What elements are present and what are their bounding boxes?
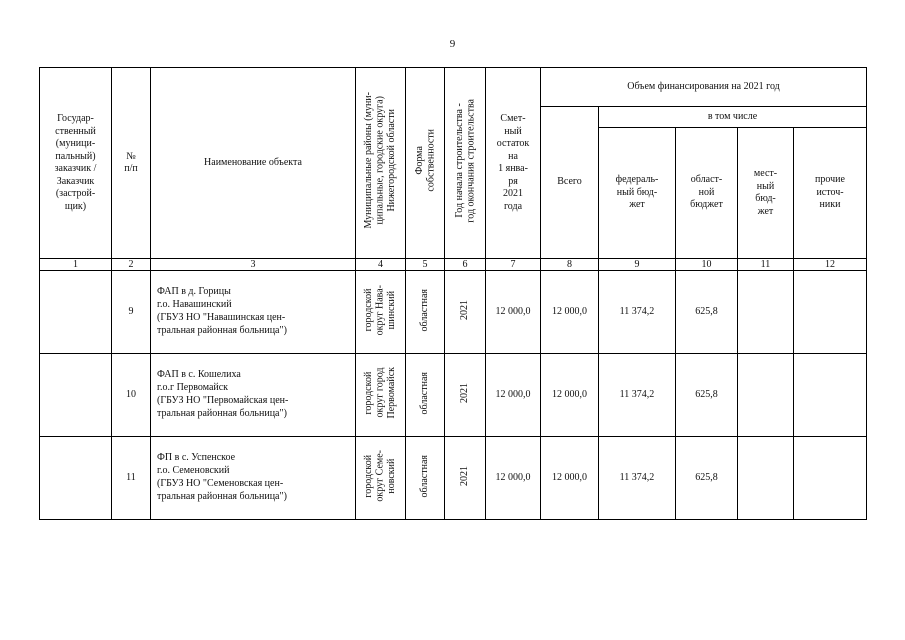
cell-number: 10 — [112, 354, 151, 437]
cell-number: 9 — [112, 271, 151, 354]
column-number: 3 — [151, 259, 356, 271]
cell-object-name: ФАП в с. Кошелиха г.о.г Первомайск (ГБУЗ НО "Первомайская цен- тральная районная больница") — [151, 354, 356, 437]
cell-object-name: ФП в с. Успенское г.о. Семеновский (ГБУЗ НО "Семеновская цен- тральная районная больница") — [151, 437, 356, 520]
cell-other-sources — [794, 271, 867, 354]
cell-number: 11 — [112, 437, 151, 520]
cell-local-budget — [738, 437, 794, 520]
table-row — [40, 354, 867, 437]
column-number: 9 — [599, 259, 676, 271]
header-local-budget: мест- ный бюд- жет — [738, 128, 794, 259]
cell-regional-budget: 625,8 — [676, 271, 738, 354]
page-number: 9 — [449, 38, 456, 50]
cell-customer — [40, 354, 112, 437]
column-number: 4 — [356, 259, 406, 271]
column-number: 12 — [794, 259, 867, 271]
cell-total: 12 000,0 — [541, 354, 599, 437]
cell-district: городской округ Семе- новский — [356, 437, 406, 520]
column-number: 10 — [676, 259, 738, 271]
cell-other-sources — [794, 437, 867, 520]
cell-other-sources — [794, 354, 867, 437]
column-number: 5 — [406, 259, 445, 271]
cell-district: городской округ город Первомайск — [356, 354, 406, 437]
cell-estimate-balance: 12 000,0 — [486, 354, 541, 437]
header-district: Муниципальные районы (муни- ципальные, городские округа) Нижегородской области — [356, 68, 406, 259]
header-total: Всего — [541, 107, 599, 259]
header-including: в том числе — [599, 107, 867, 128]
header-estimate-balance: Смет- ный остаток на 1 янва- ря 2021 года — [486, 68, 541, 259]
header-number: № п/п — [112, 68, 151, 259]
header-customer: Государ- ственный (муници- пальный) заказчик / Заказчик (застрой- щик) — [40, 68, 112, 259]
column-number: 11 — [738, 259, 794, 271]
column-number: 6 — [445, 259, 486, 271]
column-number: 7 — [486, 259, 541, 271]
header-object-name: Наименование объекта — [151, 68, 356, 259]
header-other-sources: прочие источ- ники — [794, 128, 867, 259]
cell-federal-budget: 11 374,2 — [599, 271, 676, 354]
cell-object-name: ФАП в д. Горицы г.о. Навашинский (ГБУЗ НО "Навашинская цен- тральная районная больница") — [151, 271, 356, 354]
cell-years: 2021 — [445, 354, 486, 437]
cell-local-budget — [738, 354, 794, 437]
header-funding-volume: Объем финансирования на 2021 год — [541, 68, 867, 107]
cell-total: 12 000,0 — [541, 437, 599, 520]
header-years: Год начала строительства - год окончания строительства — [445, 68, 486, 259]
cell-customer — [40, 437, 112, 520]
cell-years: 2021 — [445, 271, 486, 354]
cell-regional-budget: 625,8 — [676, 437, 738, 520]
column-number: 2 — [112, 259, 151, 271]
cell-federal-budget: 11 374,2 — [599, 354, 676, 437]
cell-ownership: областная — [406, 354, 445, 437]
cell-ownership: областная — [406, 437, 445, 520]
column-number: 1 — [40, 259, 112, 271]
cell-federal-budget: 11 374,2 — [599, 437, 676, 520]
table-row — [40, 271, 867, 354]
header-regional-budget: област- ной бюджет — [676, 128, 738, 259]
cell-district: городской округ Нава- шинский — [356, 271, 406, 354]
column-number: 8 — [541, 259, 599, 271]
cell-local-budget — [738, 271, 794, 354]
cell-total: 12 000,0 — [541, 271, 599, 354]
header-ownership: Форма собственности — [406, 68, 445, 259]
column-number-row — [40, 259, 867, 271]
header-federal-budget: федераль- ный бюд- жет — [599, 128, 676, 259]
cell-estimate-balance: 12 000,0 — [486, 437, 541, 520]
cell-regional-budget: 625,8 — [676, 354, 738, 437]
cell-years: 2021 — [445, 437, 486, 520]
cell-customer — [40, 271, 112, 354]
investment-table — [39, 67, 867, 520]
cell-estimate-balance: 12 000,0 — [486, 271, 541, 354]
table-row — [40, 437, 867, 520]
cell-ownership: областная — [406, 271, 445, 354]
